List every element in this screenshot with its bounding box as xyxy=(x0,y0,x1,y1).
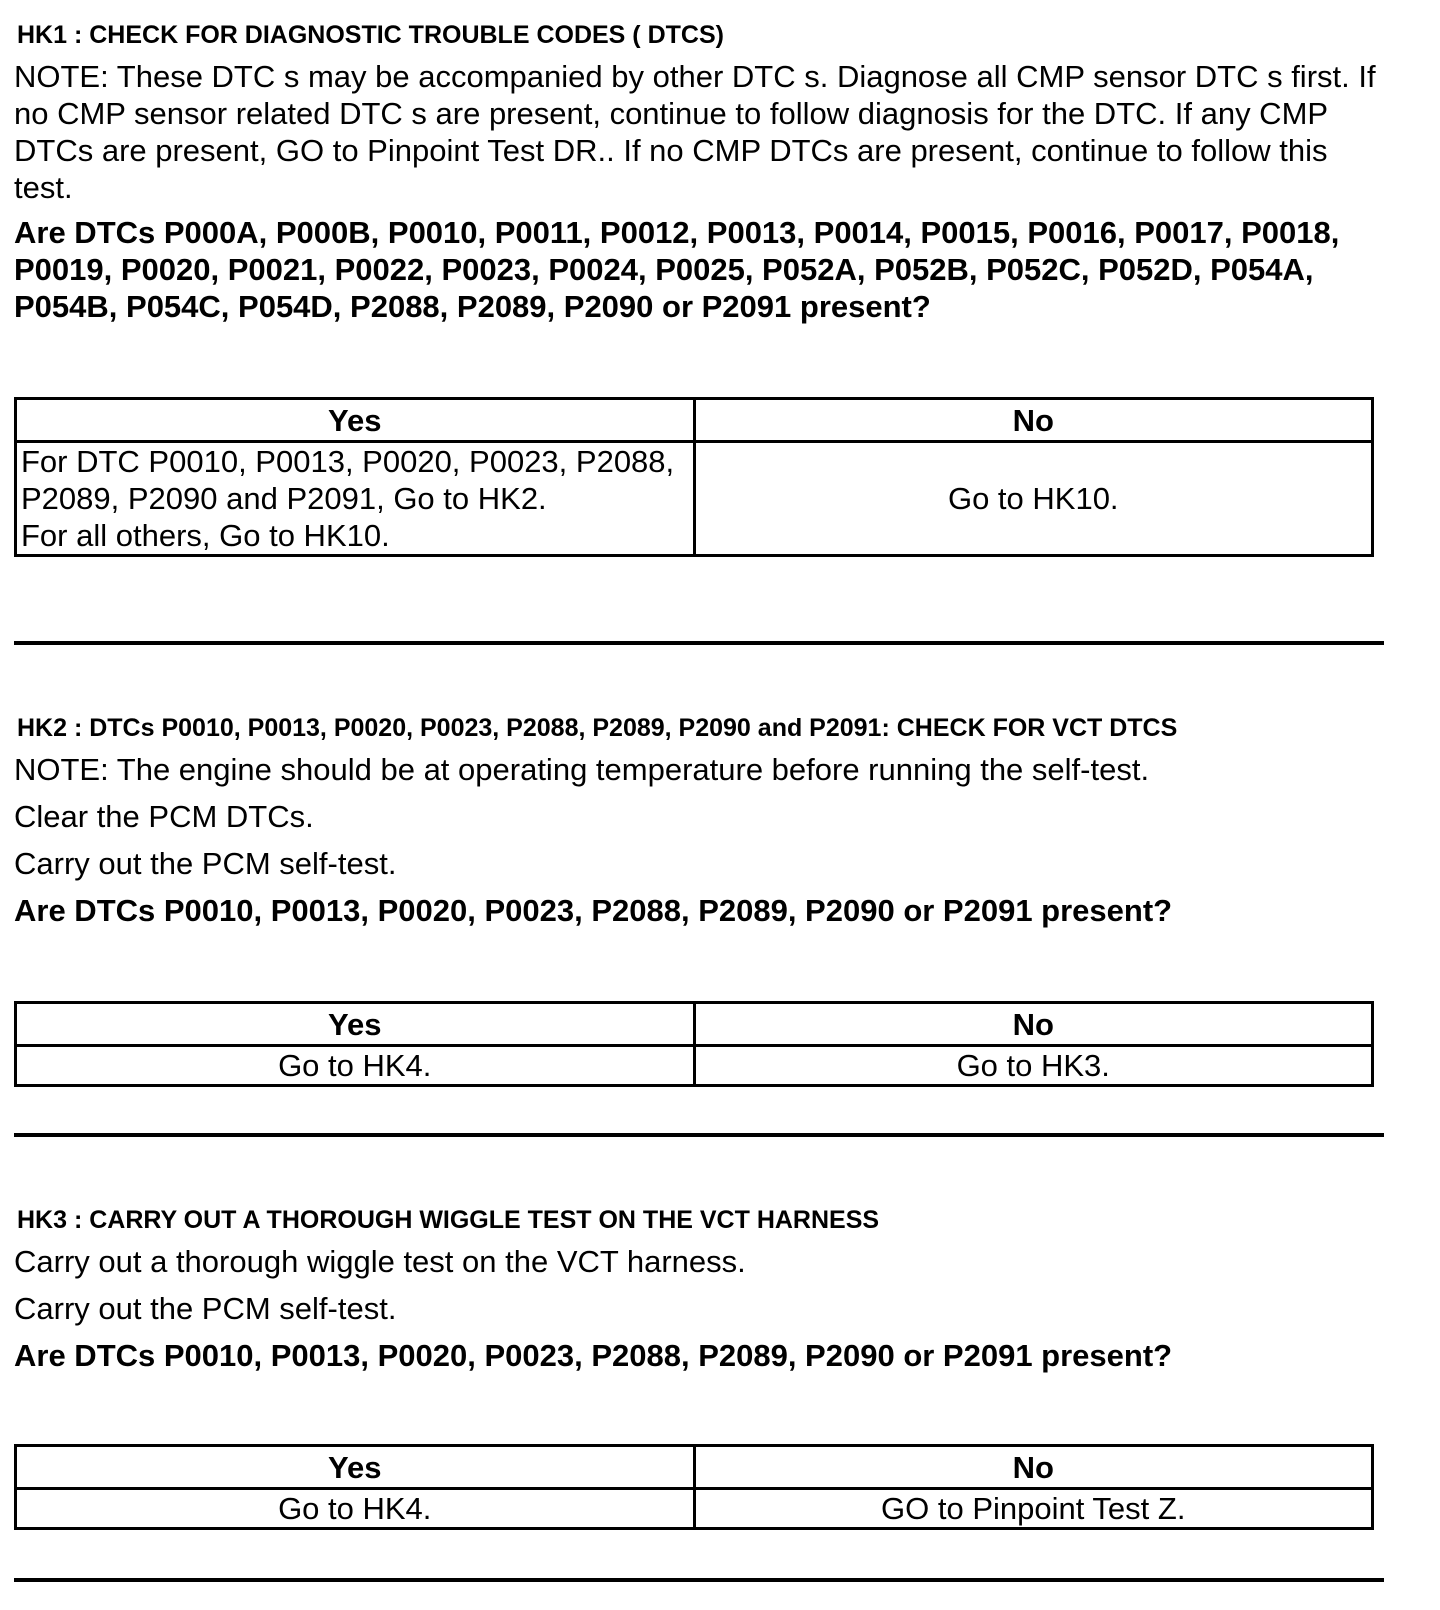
hk3-step-selftest: Carry out the PCM self-test. xyxy=(14,1291,397,1326)
hk2-no-cell: Go to HK3. xyxy=(694,1046,1373,1086)
hk3-result-table xyxy=(14,1444,1374,1530)
hk2-note: NOTE: The engine should be at operating temperature before running the self-test. xyxy=(14,752,1150,787)
hk2-no-header: No xyxy=(694,1003,1373,1046)
hk3-title: HK3 : CARRY OUT A THOROUGH WIGGLE TEST ON THE VCT HARNESS xyxy=(17,1206,880,1234)
hk3-yes-header: Yes xyxy=(16,1446,695,1489)
hk1-no-header: No xyxy=(694,399,1373,442)
hk2-step-clear: Clear the PCM DTCs. xyxy=(14,799,314,834)
hk1-note: NOTE: These DTC s may be accompanied by other DTC s. Diagnose all CMP sensor DTC s first. If no CMP sensor related DTC s are present, continue to follow diagnosis for the DTC. If any CMP DTCs are present, GO to Pinpoint Test DR.. If no CMP DTCs are present, continue to follow this test. xyxy=(14,59,1376,205)
hk3-yes-cell: Go to HK4. xyxy=(16,1489,695,1529)
hk3-section xyxy=(14,1205,1394,1374)
hk3-question: Are DTCs P0010, P0013, P0020, P0023, P2088, P2089, P2090 or P2091 present? xyxy=(14,1338,1173,1373)
hk1-question: Are DTCs P000A, P000B, P0010, P0011, P0012, P0013, P0014, P0015, P0016, P0017, P0018, P0019, P0020, P0021, P0022, P0023, P0024, P0025, P052A, P052B, P052C, P052D, P054A, P054B, P054C, P054D, P2088, P2089, P2090 or P2091 present? xyxy=(14,215,1340,324)
hk2-title: HK2 : DTCs P0010, P0013, P0020, P0023, P2088, P2089, P2090 and P2091: CHECK FOR VCT DTCS xyxy=(17,714,1178,742)
hk2-section xyxy=(14,713,1394,929)
hk3-no-cell: GO to Pinpoint Test Z. xyxy=(694,1489,1373,1529)
hk2-question: Are DTCs P0010, P0013, P0020, P0023, P2088, P2089, P2090 or P2091 present? xyxy=(14,893,1173,928)
hk2-result-table xyxy=(14,1001,1374,1087)
hk2-step-selftest: Carry out the PCM self-test. xyxy=(14,846,397,881)
hk1-yes-cell: For DTC P0010, P0013, P0020, P0023, P2088, P2089, P2090 and P2091, Go to HK2. For all others, Go to HK10. xyxy=(16,442,695,556)
hk1-divider xyxy=(14,641,1384,645)
hk1-title: HK1 : CHECK FOR DIAGNOSTIC TROUBLE CODES ( DTCS) xyxy=(17,21,724,49)
hk1-yes-header: Yes xyxy=(16,399,695,442)
hk3-step-wiggle: Carry out a thorough wiggle test on the VCT harness. xyxy=(14,1244,746,1279)
hk1-section xyxy=(14,20,1394,325)
hk3-no-header: No xyxy=(694,1446,1373,1489)
hk3-divider xyxy=(14,1578,1384,1582)
hk2-yes-cell: Go to HK4. xyxy=(16,1046,695,1086)
hk1-result-table xyxy=(14,397,1374,557)
hk2-yes-header: Yes xyxy=(16,1003,695,1046)
hk1-no-cell: Go to HK10. xyxy=(694,442,1373,556)
hk2-divider xyxy=(14,1133,1384,1137)
